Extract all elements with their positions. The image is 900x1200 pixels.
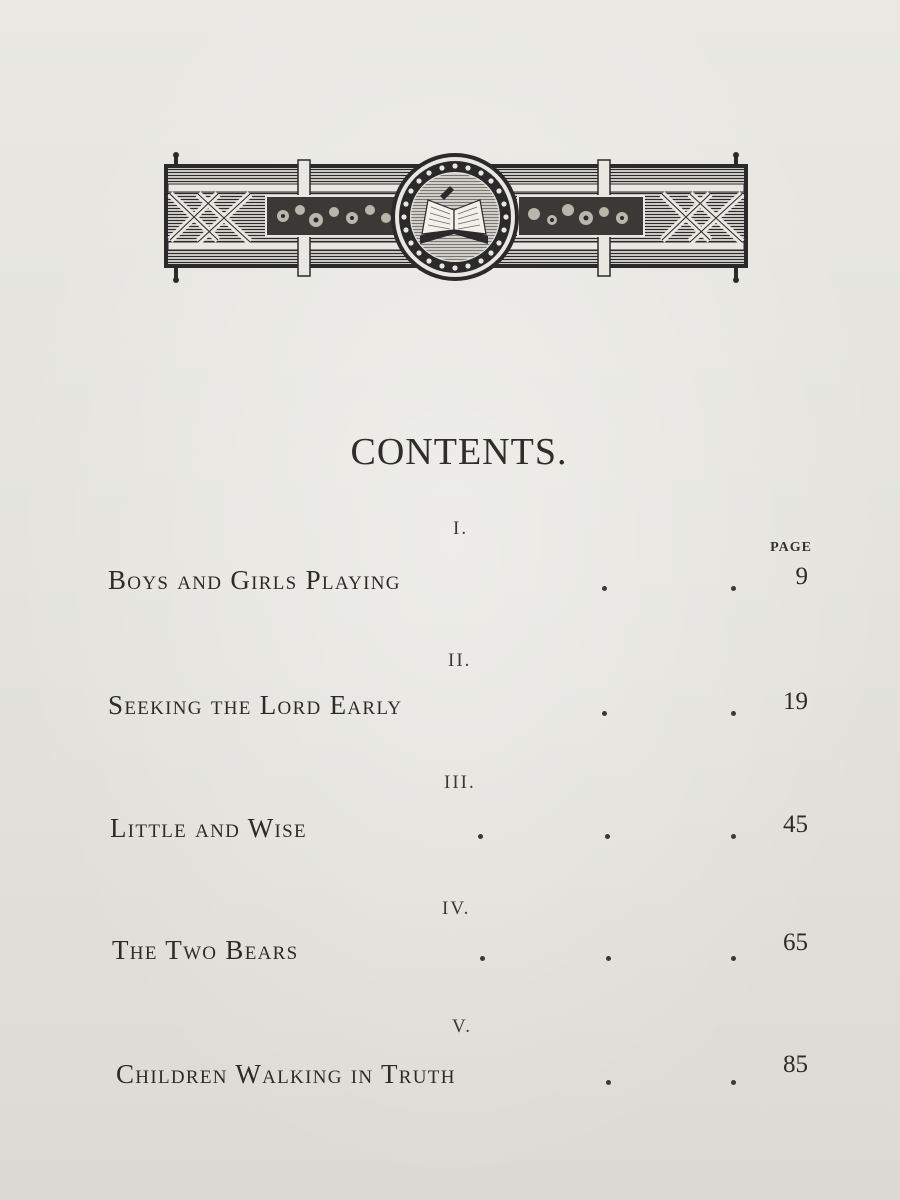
leader-dot: [605, 834, 610, 839]
open-book-headpiece-icon: [158, 150, 753, 285]
show-through-text: [385, 68, 391, 89]
chapter-title: The Two Bears: [112, 935, 299, 965]
chapter-numeral: IV.: [442, 898, 471, 919]
chapter-title: Boys and Girls Playing: [108, 565, 401, 595]
page-number: 85: [783, 1051, 808, 1078]
leader-dot: [731, 1080, 736, 1085]
leader-dot: [478, 834, 483, 839]
leader-dot: [602, 586, 607, 591]
page-number: 45: [783, 811, 808, 838]
page-title: CONTENTS.: [350, 431, 568, 473]
page-column-label: PAGE: [770, 540, 812, 555]
chapter-numeral: V.: [452, 1016, 473, 1037]
leader-dot: [606, 956, 611, 961]
leader-dot: [731, 956, 736, 961]
page-number: 19: [783, 688, 808, 715]
page-number: 65: [783, 929, 808, 956]
chapter-title: Seeking the Lord Early: [108, 690, 403, 720]
chapter-numeral: III.: [444, 772, 476, 793]
chapter-title: Children Walking in Truth: [116, 1059, 456, 1089]
leader-dot: [731, 834, 736, 839]
page-number: 9: [795, 563, 808, 590]
chapter-numeral: I.: [453, 518, 469, 539]
chapter-title: Little and Wise: [110, 813, 307, 843]
leader-dot: [602, 711, 607, 716]
chapter-numeral: II.: [448, 650, 472, 671]
leader-dot: [606, 1080, 611, 1085]
leader-dot: [480, 956, 485, 961]
leader-dot: [731, 711, 736, 716]
leader-dot: [731, 586, 736, 591]
